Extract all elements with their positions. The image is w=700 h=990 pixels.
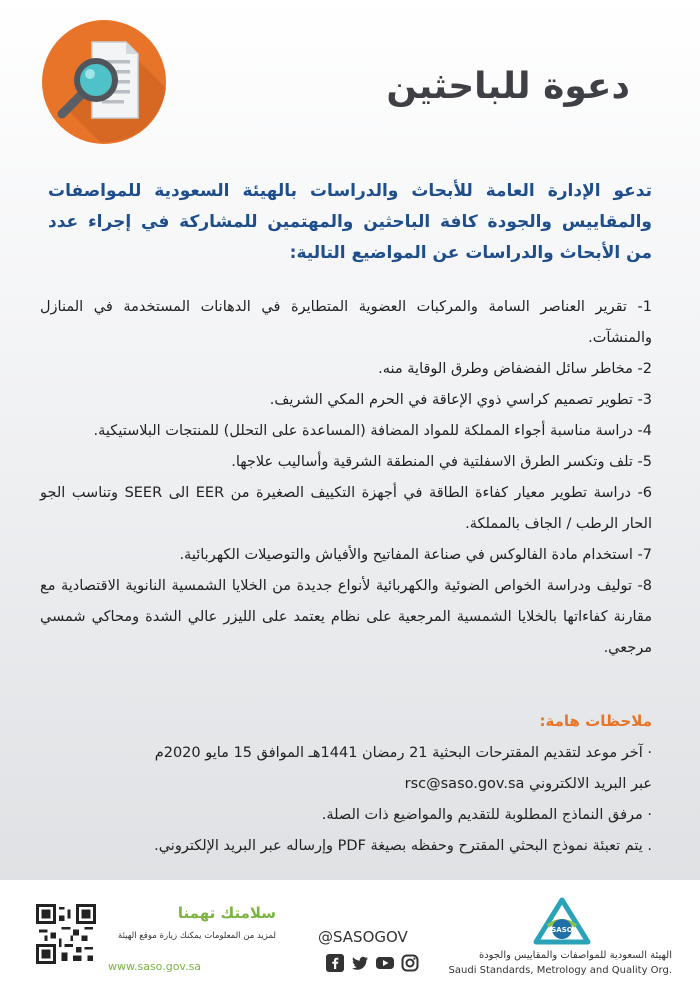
topic-item: 2- مخاطر سائل الفضفاض وطرق الوقاية منه.: [378, 361, 652, 377]
topic-item: 1- تقرير العناصر السامة والمركبات العضوية المتطايرة في الدهانات المستخدمة في المنازل والمنشآت.: [40, 299, 652, 346]
facebook-icon[interactable]: [326, 954, 344, 972]
saso-logo: [532, 896, 592, 948]
note-item: عبر البريد الالكتروني rsc@saso.gov.sa: [404, 776, 652, 792]
topic-item: 7- استخدام مادة الفالوكس في صناعة المفاتيح والأفياش والتوصيلات الكهربائية.: [179, 547, 652, 563]
document-magnifier-icon: [40, 18, 168, 146]
notes-heading: ملاحظات هامة:: [539, 712, 652, 730]
qr-caption: لمزيد من المعلومات يمكنك زيارة موقع الهيئة: [118, 931, 276, 941]
page-title: دعوة للباحثين: [386, 66, 630, 107]
note-item: . يتم تعبئة نموذج البحثي المقترح وحفظه بصيغة PDF وإرساله عبر البريد الإلكتروني.: [154, 838, 652, 854]
intro-paragraph: تدعو الإدارة العامة للأبحاث والدراسات بالهيئة السعودية للمواصفات والمقاييس والجودة كافة الباحثين والمهتمين للمشاركة في إجراء عدد من الأبحاث والدراسات عن المواضيع التالية:: [48, 181, 652, 263]
website-link[interactable]: www.saso.gov.sa: [108, 960, 202, 973]
topic-item: 8- توليف ودراسة الخواص الضوئية والكهربائية لأنواع جديدة من الخلايا الشمسية النانوية الاقتصادية مع مقارنة كفاءاتها بالخلايا الشمسية المرجعية على نظام يعتمد على الليزر عالي الشدة ومحاكي شمسي مرجعي.: [40, 578, 652, 656]
note-item: · آخر موعد لتقديم المقترحات البحثية 21 رمضان 1441هـ الموافق 15 مايو 2020م: [154, 745, 652, 761]
twitter-icon[interactable]: [351, 954, 369, 972]
org-branding: [442, 896, 672, 984]
youtube-icon[interactable]: [376, 954, 394, 972]
topic-item: 4- دراسة مناسبة أجواء المملكة للمواد المضافة (المساعدة على التحلل) للمنتجات البلاستيكية.: [93, 423, 652, 439]
social-handle: @SASOGOV: [318, 928, 408, 946]
org-name-english: Saudi Standards, Metrology and Quality Org.: [448, 965, 672, 976]
social-icons: [326, 954, 419, 972]
contact-block: [36, 904, 276, 984]
topic-item: 6- دراسة تطوير معيار كفاءة الطاقة في أجهزة التكييف الصغيرة من EER الى SEER وتناسب الجو الحار الرطب / الجاف بالمملكة.: [40, 485, 652, 532]
qr-code[interactable]: [36, 904, 96, 964]
instagram-icon[interactable]: [401, 954, 419, 972]
topic-item: 5- تلف وتكسر الطرق الاسفلتية في المنطقة الشرقية وأساليب علاجها.: [231, 454, 652, 470]
note-item: · مرفق النماذج المطلوبة للتقديم والمواضيع ذات الصلة.: [321, 807, 652, 823]
topic-item: 3- تطوير تصميم كراسي ذوي الإعاقة في الحرم المكي الشريف.: [269, 392, 652, 408]
notes-list: [40, 738, 652, 862]
logo-text: SASO: [551, 926, 573, 934]
topics-list: [40, 292, 652, 664]
footer: [0, 880, 700, 990]
slogan: سلامتك تهمنا: [177, 904, 276, 922]
org-name-arabic: الهيئة السعودية للمواصفات والمقاييس والجودة: [478, 950, 672, 961]
